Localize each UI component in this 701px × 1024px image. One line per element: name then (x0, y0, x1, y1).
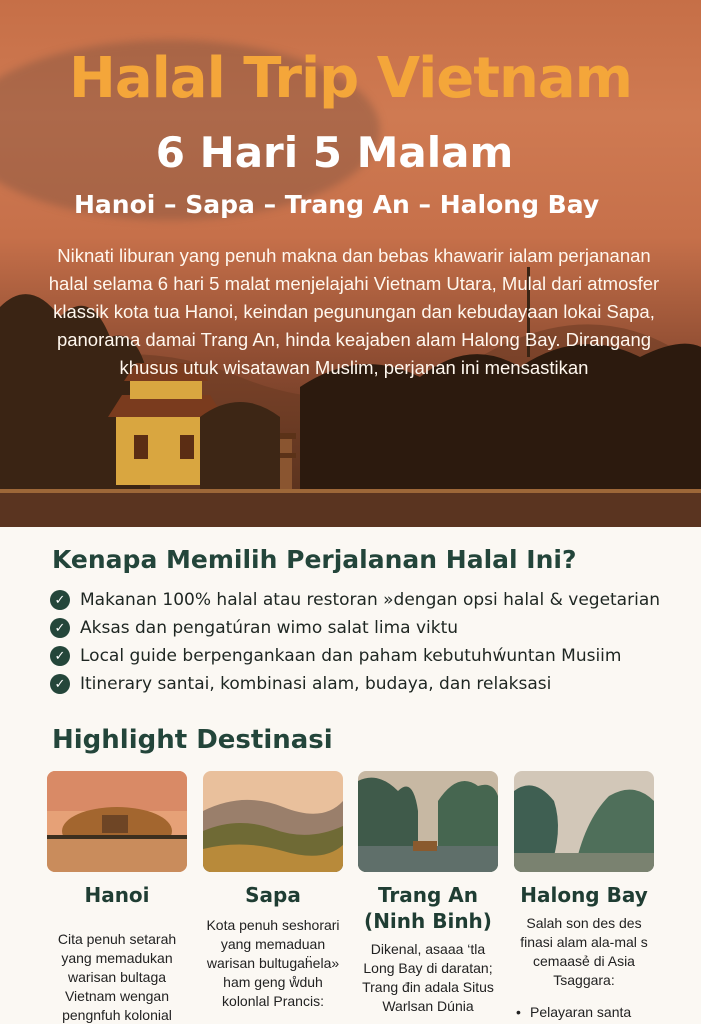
why-item-text: Itinerary santai, kombinasi alam, budaya, dan relaksasi (80, 674, 552, 694)
why-item-text: Aksas dan pengatúran wimo salat lima viktu (80, 618, 459, 638)
destination-image (47, 771, 187, 872)
destination-card-sapa[interactable] (203, 771, 343, 1011)
destination-bullet: • Pelayaran santa (516, 1004, 654, 1020)
hero-route: Hanoi – Sapa – Trang An – Halong Bay (74, 190, 600, 219)
destination-desc: Dikenal, asaaa ‘tla Long Bay di daratan; Trang đin adala Situs Warlsan Dúnia (362, 941, 494, 1014)
check-circle-icon: ✓ (50, 674, 70, 694)
destination-desc: Cita penuh setarah yang memadukan warisan bultaga Vietnam wengan pengnfuh kolonial (57, 931, 177, 1023)
destination-desc: Salah son des des finasi alam ala-mal s cemaasẻ di Asia Tsaggara: (520, 915, 648, 988)
destination-card-trang-an[interactable] (358, 771, 498, 1016)
why-list-item (50, 614, 690, 642)
why-section-title: Kenapa Memilih Perjalanan Halal Ini? (52, 545, 577, 574)
why-list-item (50, 642, 690, 670)
why-item-text: Makanan 100% halal atau restoran »dengan opsi halal & vegetarian (80, 590, 661, 610)
check-circle-icon: ✓ (50, 646, 70, 666)
destination-name: Halong Bay (520, 883, 648, 907)
destination-image (203, 771, 343, 872)
destination-name: Trang An (Ninh Binh) (364, 883, 492, 933)
destination-image (514, 771, 654, 872)
destination-card-hanoi[interactable] (47, 771, 187, 1024)
destination-name: Hanoi (84, 883, 150, 907)
destination-desc: Kota penuh seshorari yang memaduan warisan bultugaḧela» ham geng ẘduh kolonlal Prancis: (206, 917, 340, 1009)
check-circle-icon: ✓ (50, 618, 70, 638)
destination-name: Sapa (245, 883, 301, 907)
hero-subtitle: 6 Hari 5 Malam (155, 128, 514, 177)
hero-description: Niknati liburan yang penuh makna dan bebas khawarir ialam perjananan halal selama 6 hari 5 malat menjelajahi Vietnam Utara, Mulal dari atmosfer klassik kota tua Hanoi, keindan pegunungan dan kebudayaan lokai Sapa, panorama damai Trang An, hinda keajaben alam Halong Bay. Dirangang khusus utuk wisatawan Muslim, perjanan ini mensastikan (48, 245, 660, 378)
destination-image (358, 771, 498, 872)
why-list-item (50, 586, 690, 614)
hero-title: Halal Trip Vietnam (68, 46, 633, 111)
highlight-section-title: Highlight Destinasi (52, 725, 333, 755)
why-list-item (50, 670, 690, 698)
destination-card-halong-bay[interactable] (514, 771, 654, 1020)
why-list (50, 586, 690, 698)
why-item-text: Local guide berpengankaan dan paham kebutuhẃuntan Musiim (80, 646, 622, 666)
check-circle-icon: ✓ (50, 590, 70, 610)
